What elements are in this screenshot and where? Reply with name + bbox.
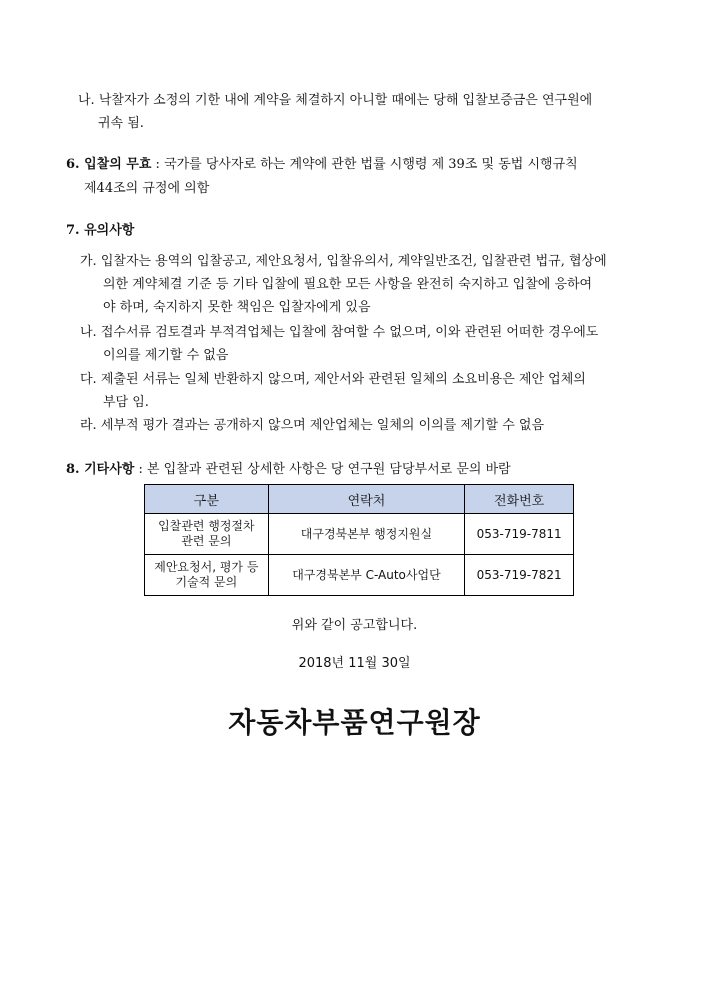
header-contact: 연락처 <box>268 485 465 514</box>
section6-line1 <box>66 153 578 172</box>
section7-item-ga-line1: 가. 입찰자는 용역의 입찰공고, 제안요청서, 입찰유의서, 계약일반조건, 입찰관련 법규, 협상에 <box>80 254 607 269</box>
section6-text1: : 국가를 당사자로 하는 계약에 관한 법률 시행령 제 39조 및 동법 시행규칙 <box>151 157 578 172</box>
section6-line2: 제44조의 규정에 의함 <box>84 181 210 196</box>
section7-item-na-line2: 이의를 제기할 수 없음 <box>103 348 229 363</box>
row2-contact: 대구경북본부 C-Auto사업단 <box>268 555 465 596</box>
table-row <box>145 555 574 596</box>
header-category: 구분 <box>145 485 269 514</box>
item-na-line2: 귀속 됨. <box>98 116 144 131</box>
row2-category-line1: 제안요청서, 평가 등 <box>154 560 259 574</box>
item-na-line1: 나. 낙찰자가 소정의 기한 내에 계약을 체결하지 아니할 때에는 당해 입찰보증금은 연구원에 <box>78 93 593 108</box>
row1-category-line2: 관련 문의 <box>181 534 232 548</box>
section7-item-na-line1: 나. 접수서류 검토결과 부적격업체는 입찰에 참여할 수 없으며, 이와 관련된 어떠한 경우에도 <box>80 325 599 340</box>
contact-table <box>144 484 574 596</box>
closing-notice: 위와 같이 공고합니다. <box>291 618 418 633</box>
table-header-row <box>145 485 574 514</box>
closing-date: 2018년 11월 30일 <box>298 656 411 671</box>
table-row <box>145 514 574 555</box>
section7-item-ra-line1: 라. 세부적 평가 결과는 공개하지 않으며 제안업체는 일체의 이의를 제기할 수 없음 <box>80 418 545 433</box>
section7-item-ga-line2: 의한 계약체결 기준 등 기타 입찰에 필요한 모든 사항을 완전히 숙지하고 입찰에 응하여 <box>103 277 593 292</box>
row1-contact: 대구경북본부 행정지원실 <box>268 514 465 555</box>
section7-title: 7. 유의사항 <box>66 223 135 238</box>
row2-category <box>145 555 269 596</box>
signature-title: 자동차부품연구원장 <box>228 706 481 739</box>
row1-category <box>145 514 269 555</box>
section8-text: : 본 입찰과 관련된 상세한 사항은 당 연구원 담당부서로 문의 바람 <box>134 462 511 477</box>
row2-phone: 053-719-7821 <box>465 555 574 596</box>
section7-item-da-line2: 부담 임. <box>103 395 149 410</box>
section8-line <box>66 458 511 477</box>
section7-item-ga-line3: 야 하며, 숙지하지 못한 책임은 입찰자에게 있음 <box>103 300 371 315</box>
row1-category-line1: 입찰관련 행정절차 <box>158 519 255 533</box>
header-phone: 전화번호 <box>465 485 574 514</box>
row2-category-line2: 기술적 문의 <box>175 575 238 589</box>
section7-item-da-line1: 다. 제출된 서류는 일체 반환하지 않으며, 제안서와 관련된 일체의 소요비용은 제안 업체의 <box>80 372 586 387</box>
row1-phone: 053-719-7811 <box>465 514 574 555</box>
section8-title: 8. 기타사항 <box>66 462 135 477</box>
section6-title: 6. 입찰의 무효 <box>66 157 152 172</box>
